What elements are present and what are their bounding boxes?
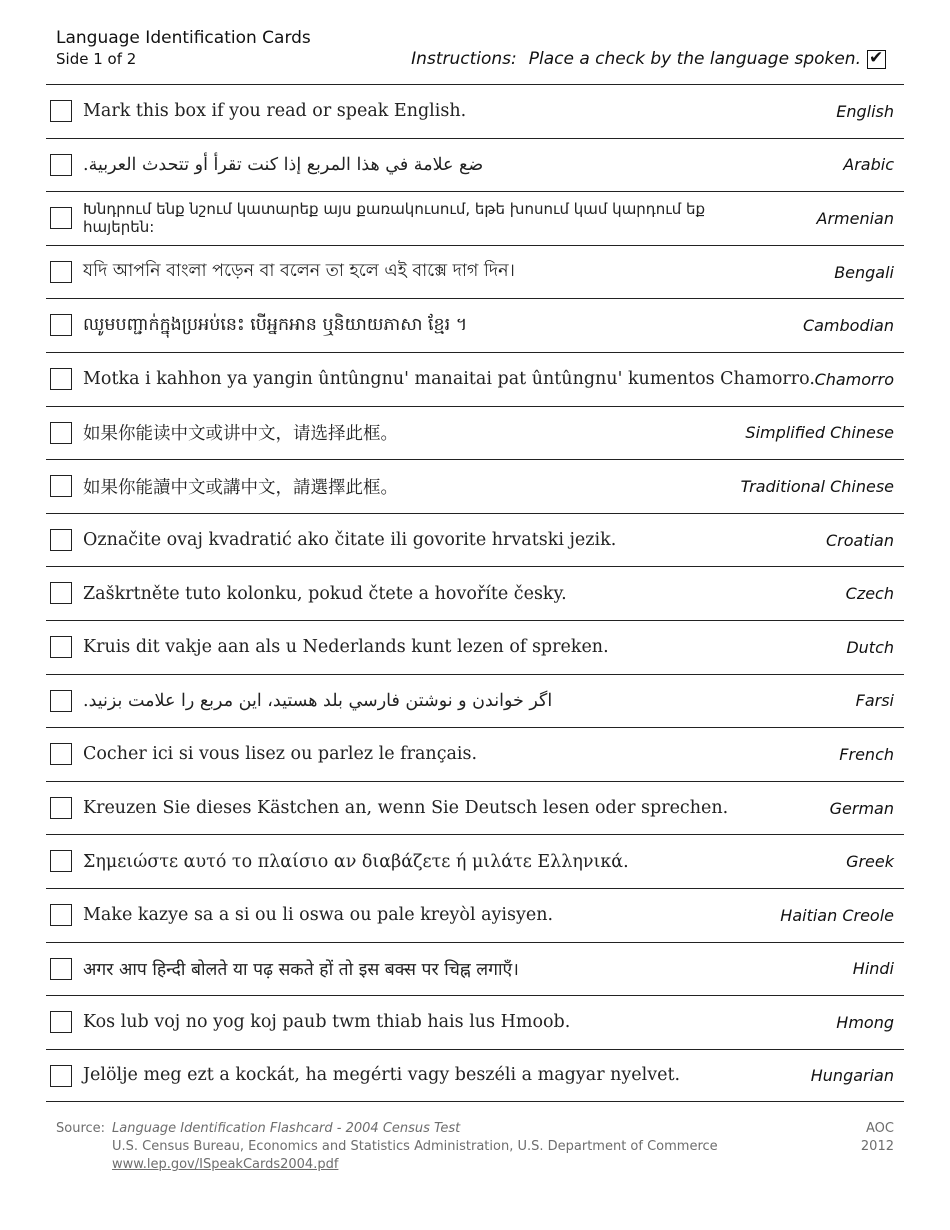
language-name: Armenian <box>816 208 894 228</box>
language-row <box>46 352 904 406</box>
language-name: Hungarian <box>810 1065 894 1085</box>
instructions-label: Instructions: <box>411 49 517 69</box>
language-phrase: अगर आप हिन्दी बोलते या पढ़ सकते हों तो इस बक्स पर चिह्न लगाएँ। <box>83 959 519 980</box>
language-phrase: Motka i kahhon ya yangin ûntûngnu' manaitai pat ûntûngnu' kumentos Chamorro. <box>83 369 815 390</box>
language-row <box>46 834 904 888</box>
language-checkbox[interactable] <box>50 475 72 497</box>
language-row <box>46 513 904 567</box>
instructions-text: Place a check by the language spoken. <box>528 49 861 69</box>
language-checkbox[interactable] <box>50 529 72 551</box>
language-name: Croatian <box>825 530 894 550</box>
language-checkbox[interactable] <box>50 261 72 283</box>
language-row <box>46 674 904 728</box>
language-name: Farsi <box>855 691 894 711</box>
language-phrase: Σημειώστε αυτό το πλαίσιο αν διαβάζετε ή μιλάτε Ελληνικά. <box>83 851 629 872</box>
language-row <box>46 888 904 942</box>
language-checkbox[interactable] <box>50 207 72 229</box>
instructions <box>411 48 886 70</box>
language-name: Hmong <box>836 1012 894 1032</box>
language-row <box>46 84 904 138</box>
language-phrase: Kruis dit vakje aan als u Nederlands kunt lezen of spreken. <box>83 637 609 658</box>
language-name: German <box>829 798 894 818</box>
language-checkbox[interactable] <box>50 368 72 390</box>
language-name: Czech <box>845 584 894 604</box>
language-name: Traditional Chinese <box>740 476 894 496</box>
language-phrase: ضع علامة في هذا المربع إذا كنت تقرأ أو تتحدث العربية. <box>83 154 484 175</box>
language-phrase: Cocher ici si vous lisez ou parlez le français. <box>83 744 478 765</box>
language-name: French <box>839 744 894 764</box>
language-checkbox[interactable] <box>50 314 72 336</box>
checked-box-icon <box>867 47 886 69</box>
language-row <box>46 298 904 352</box>
language-phrase: Označite ovaj kvadratić ako čitate ili govorite hrvatski jezik. <box>83 530 617 551</box>
language-checkbox[interactable] <box>50 1011 72 1033</box>
language-phrase: Kreuzen Sie dieses Kästchen an, wenn Sie Deutsch lesen oder sprechen. <box>83 798 729 819</box>
language-checkbox[interactable] <box>50 100 72 122</box>
language-row <box>46 781 904 835</box>
language-phrase: Make kazye sa a si ou li oswa ou pale kreyòl ayisyen. <box>83 905 554 926</box>
language-phrase: 如果你能读中文或讲中文，请选择此框。 <box>83 424 398 445</box>
language-phrase: Mark this box if you read or speak English. <box>83 101 467 122</box>
language-table <box>46 84 904 1102</box>
language-row <box>46 942 904 996</box>
language-checkbox[interactable] <box>50 582 72 604</box>
language-name: Arabic <box>843 155 894 175</box>
page-title: Language Identification Cards <box>56 28 311 48</box>
language-phrase: যদি আপনি বাংলা পড়েন বা বলেন তা হলে এই বাক্সে দাগ দিন। <box>83 260 515 281</box>
language-row <box>46 1049 904 1103</box>
language-name: Bengali <box>834 262 894 282</box>
language-checkbox[interactable] <box>50 1065 72 1087</box>
language-phrase: Jelölje meg ezt a kockát, ha megérti vagy beszéli a magyar nyelvet. <box>83 1065 681 1086</box>
source-agency: U.S. Census Bureau, Economics and Statistics Administration, U.S. Department of Commerce <box>112 1139 718 1154</box>
source-label: Source: <box>56 1121 106 1136</box>
footer-org-year <box>861 1120 894 1156</box>
language-name: English <box>836 101 894 121</box>
language-phrase: Zaškrtněte tuto kolonku, pokud čtete a hovoříte česky. <box>83 583 567 604</box>
language-row <box>46 566 904 620</box>
language-name: Hindi <box>852 959 894 979</box>
page-side-indicator: Side 1 of 2 <box>56 50 137 68</box>
language-checkbox[interactable] <box>50 636 72 658</box>
language-checkbox[interactable] <box>50 797 72 819</box>
language-phrase: Խնդրում ենք նշում կատարեք այս քառակուսում, եթե խոսում կամ կարդում եք հայերեն: <box>83 200 706 237</box>
language-name: Dutch <box>846 637 894 657</box>
language-name: Cambodian <box>802 316 894 336</box>
language-checkbox[interactable] <box>50 743 72 765</box>
language-name: Haitian Creole <box>780 905 894 925</box>
language-phrase: Kos lub voj no yog koj paub twm thiab hais lus Hmoob. <box>83 1012 571 1033</box>
language-phrase: اگر خواندن و نوشتن فارسي بلد هستيد، اين مربع را علامت بزنيد. <box>83 690 553 711</box>
language-row <box>46 727 904 781</box>
check-mark-icon: ✔ <box>869 47 884 68</box>
language-row <box>46 245 904 299</box>
language-row <box>46 406 904 460</box>
language-name: Greek <box>846 852 894 872</box>
language-row <box>46 138 904 192</box>
language-checkbox[interactable] <box>50 690 72 712</box>
language-checkbox[interactable] <box>50 904 72 926</box>
language-row <box>46 191 904 245</box>
language-phrase: ឈូមបញ្ជាក់ក្នុងប្រអប់នេះ បើអ្នកអាន ឬនិយាយភាសា ខ្មែរ ។ <box>83 314 468 335</box>
language-checkbox[interactable] <box>50 958 72 980</box>
source-title: Language Identification Flashcard - 2004 Census Test <box>112 1121 461 1136</box>
footer-org: AOC <box>866 1121 894 1136</box>
language-phrase: 如果你能讀中文或講中文，請選擇此框。 <box>83 477 398 498</box>
language-checkbox[interactable] <box>50 422 72 444</box>
footer-year: 2012 <box>860 1139 894 1154</box>
language-name: Simplified Chinese <box>745 423 894 443</box>
language-row <box>46 995 904 1049</box>
language-row <box>46 459 904 513</box>
language-checkbox[interactable] <box>50 154 72 176</box>
language-checkbox[interactable] <box>50 850 72 872</box>
language-row <box>46 620 904 674</box>
source-link[interactable]: www.lep.gov/ISpeakCards2004.pdf <box>112 1157 339 1172</box>
language-name: Chamorro <box>814 369 894 389</box>
